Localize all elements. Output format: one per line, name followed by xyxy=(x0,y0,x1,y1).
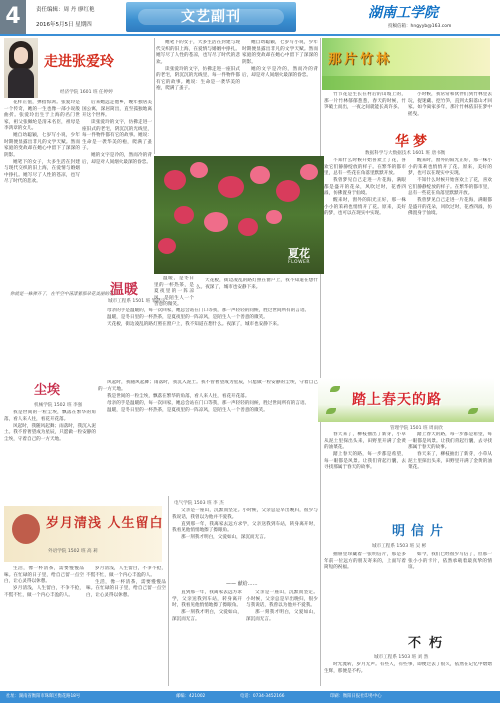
article-body-years-a: 生活，像一杯清茶，需要慢慢品味。在忙碌的日子里，给自己留一点空白，让心灵得以休憩。 岁月清浅，人生留白，不争不抢，不慌不忙，做一个内心丰盈的人。 xyxy=(4,566,84,598)
date-line: 2016年5月5日 星期四 xyxy=(36,22,92,28)
column-divider xyxy=(320,38,321,686)
article-body-spring-b: 踏上春天的路，每一步都是希望，每一眼都是风景。让我们背起行囊，去寻找那属于春天的故事。 春天来了，柳枝抽出了新芽，小草从泥土里探出头来，田野里开满了金黄的油菜花。 xyxy=(408,432,492,471)
byline-postcard: 城市工程系 1503 班 吴 彬 xyxy=(372,544,427,549)
article-body-wennuan-b: 天花板，街边凌乱的路灯照在窗户上，我不知道在想什么。夜深了，城市也安静下来。 xyxy=(196,278,318,290)
footer-postcode: 邮编：421002 xyxy=(176,694,206,699)
byline-zhangailing: 经济学院 1601 班 任婷婷 xyxy=(60,90,113,95)
article-body-wennuan-a: 温暖，是冬日里的一杯热茶，是夏夜里的一阵凉风，是陌生人一个善意的微笑。 xyxy=(154,276,194,307)
article-body-wennuan-c: 母亲的手是温暖的，每一次回家，她总会站在门口等我，那一声轻轻的问候，胜过世间所有的言语。 温暖，是冬日里的一杯热茶，是夏夜里的一阵凉风，是陌生人一个善意的微笑。 天花板，街边凌乱的路灯照在窗户上，我不知道在想什么。夜深了，城市也安静下来。 xyxy=(107,308,310,328)
byline-years: 外语学院 1502 班 高 莉 xyxy=(48,549,98,554)
footer-address: 社址：湖南省衡阳市珠晖区衡花路18号 xyxy=(6,694,81,699)
article-title-huamen: 华梦 xyxy=(395,134,431,150)
article-body-bamboo-b: 小时候，我常常和伙伴们到竹林里去玩，捉迷藏、挖竹笋，直到太阳落山才回家。如今离家多年，那片竹林依旧在梦中摇曳。 xyxy=(408,92,492,117)
article-body-huamen-b: 醒来时，窗外的阳光正好，那一株小小的茉莉也悄悄开了花。原来，美好的梦，也可以在现实中实现。 不知什么时候开始喜欢上了花，喜欢它们静静绽放的样子。在繁华的都市里，总有一些花在角落里默默开放。 我曾梦见自己走进一片花海，满眼都是盛开的花朵，风吹过时，花香四溢，仿佛置身于仙境。 xyxy=(408,158,492,217)
flower-caption-cn: 夏花 xyxy=(288,247,310,260)
column-divider xyxy=(168,496,169,686)
article-title-spring: 踏上春天的路 xyxy=(352,392,442,408)
article-body-bamboo-a: 竹节花是生长在村后的山坡上的，那一片竹林郁郁葱葱，春天的时候，竹笋破土而出，一夜之间就能长高许多。 xyxy=(324,92,406,110)
footer-phone: 电话：0734-3452166 xyxy=(240,694,285,699)
article-body-huamen-a: 不知什么时候开始喜欢上了花，喜欢它们静静绽放的样子。在繁华的都市里，总有一些花在角落里默默开放。 我曾梦见自己走进一片花海，满眼都是盛开的花朵，风吹过时，花香四溢，仿佛置身于仙境。 醒来时，窗外的阳光正好，那一株小小的茉莉也悄悄开了花。原来，美好的梦，也可以在现实中实现。 xyxy=(324,158,406,217)
poem-dedication: —— 献给…… xyxy=(226,581,258,587)
footer-bar xyxy=(0,691,500,703)
chapter-caption: 你就是一株弹开了，在半空中荡漾着那朵花美丽的花。 xyxy=(10,292,118,297)
article-body-spring-a: 春天来了，柳枝抽出了新芽，小草从泥土里探出头来，田野里开满了金黄的油菜花。 踏上春天的路，每一步都是希望，每一眼都是风景。让我们背起行囊，去寻找那属于春天的故事。 xyxy=(324,432,406,471)
page-number: 4 xyxy=(0,0,26,34)
article-title-bamboo: 那片竹林 xyxy=(328,52,393,67)
article-title-wennuan: 温暖 xyxy=(110,282,138,298)
article-body-chenai-a: 我是世间的一粒尘埃，飘落在繁华的角落，看人来人往，看花开花落。 风起时，我随风起舞；雨落时，我沉入泥土。我不曾奢望成为星辰，只愿做一粒安静的尘埃，守着自己的一方天地。 xyxy=(4,410,96,442)
article-body-postcard-a: 抽屉里珍藏着一张明信片，那是多年前一位远方的朋友寄来的，上面写着简短的祝福。 xyxy=(324,552,406,570)
byline-wennuan: 城市工程系 1501 班 邹皓宇 xyxy=(108,299,166,304)
flower-caption xyxy=(154,248,324,265)
flower-photo xyxy=(154,156,324,274)
section-banner xyxy=(126,2,296,32)
article-body-buxiu: 时光流转，岁月无声。有些人，有些事，即便过去了很久，依然在记忆中熠熠生辉，那便是不朽。 xyxy=(324,662,492,674)
article-body-zhangailing-d: 她自幼聪颖，七岁写小说，少年时期便显露出非凡的文学天赋。然而家庭的变故却在她心中留下了深深的阴影。 她的文字是冷的，然而冷的背后，却是对人间烟火最深的眷恋。 xyxy=(242,40,318,79)
article-title-buxiu: 不朽 xyxy=(408,636,451,651)
article-title-zhangailing: 走进张爱玲 xyxy=(44,54,114,70)
byline-buxiu: 城市工程系 1503 班 刘 然 xyxy=(374,655,429,660)
article-body-zhangailing-a: 花样正值，弹指惊鸿。张爱玲是一个传奇，她的一生也像一部小说般曲折。张爱玲出生于上海的名门世家，祖父张佩纶是清末名臣，祖母是李鸿章的女儿。 她自幼聪颖，七岁写小说，少年时期便显露出非凡的文学天赋。然而家庭的变故却在她心中留下了深深的阴影。 她笔下的女子，大多生活在封建与现代交织的旧上海，在爱情与婚姻中挣扎。她写尽了人性的苍凉，也写尽了时代的悲欢。 xyxy=(4,100,80,185)
newspaper-name: 湖南工学院 xyxy=(368,5,438,21)
byline-huamen: 数据科学与大数据技术 1601 班 唐书衡 xyxy=(365,151,446,156)
portrait-photo xyxy=(4,38,38,98)
article-body-father-b: 直到那一年，我离家去远方求学，父亲送我到车站，转身离开时，我看见他悄悄地擦了擦眼角。 那一刻我才明白，父爱如山，深沉而无言。 xyxy=(172,590,242,622)
article-body-years-b: 岁月清浅，人生留白，不争不抢，不慌不忙，做一个内心丰盈的人。 生活，像一杯清茶，需要慢慢品味。在忙碌的日子里，给自己留一点空白，让心灵得以休憩。 xyxy=(86,566,166,598)
submission-email: 投稿信箱：hngyyb@163.com xyxy=(388,24,452,29)
article-body-father-a: 父亲是一座山，沉默而坚定。小时候，父亲总是早出晚归，很少与我说话，我曾以为他并不爱我。 直到那一年，我离家去远方求学，父亲送我到车站，转身离开时，我看见他悄悄地擦了擦眼角。 那一刻我才明白，父爱如山，深沉而无言。 xyxy=(172,508,318,541)
article-body-zhangailing-c: 她笔下的女子，大多生活在封建与现代交织的旧上海，在爱情与婚姻中挣扎。她写尽了人性的苍凉，也写尽了时代的悲欢。 读张爱玲的文字，仿佛走进一座旧式的老宅，阴沉沉的光线里，每一件物件都有它的故事。她说：生命是一袭华美的袍，爬满了蚤子。 xyxy=(156,40,240,92)
article-title-postcard: 明信片 xyxy=(392,524,450,539)
masthead-rule xyxy=(0,34,500,36)
byline-father: 电气学院 1503 班 李 杰 xyxy=(174,501,224,506)
byline-chenai: 机械学院 1502 班 李强 xyxy=(34,403,83,408)
editor-line: 责任编辑：周 丹 廖红艳 xyxy=(36,7,95,13)
footer-printer: 印刷：衡阳日报社印务中心 xyxy=(330,694,382,699)
byline-spring: 管理学院 1501 班 周雨欣 xyxy=(390,426,443,431)
article-body-chenai-b: 风起时，我随风起舞；雨落时，我沉入泥土。我不曾奢望成为星辰，只愿做一粒安静的尘埃，守着自己的一方天地。 我是世间的一粒尘埃，飘落在繁华的角落，看人来人往，看花开花落。 母亲的手是温暖的，每一次回家，她总会站在门口等我，那一声轻轻的问候，胜过世间所有的言语。 温暖，是冬日里的一杯热茶，是夏夜里的一阵凉风，是陌生人一个善意的微笑。 xyxy=(98,380,318,414)
column-divider xyxy=(154,38,155,154)
article-title-years: 岁月清浅 人生留白 xyxy=(46,516,164,531)
article-body-zhangailing-b: 后来她远走他乡，晚年独居美国公寓，深居简出，直至孤独地离开这个世界。 读张爱玲的文字，仿佛走进一座旧式的老宅，阴沉沉的光线里，每一件物件都有它的故事。她说：生命是一袭华美的袍，爬满了蚤子。 她的文字是冷的，然而冷的背后，却是对人间烟火最深的眷恋。 xyxy=(82,100,152,165)
article-body-father-c: 父亲是一座山，沉默而坚定。小时候，父亲总是早出晚归，很少与我说话，我曾以为他并不爱我。 那一刻我才明白，父爱如山，深沉而无言。 xyxy=(246,590,318,622)
article-title-chenai: 尘埃 xyxy=(34,383,61,398)
article-body-postcard-b: 如今，我们已经很少写信了，但那一张小小的卡片，依然承载着最真挚的情谊。 xyxy=(408,552,492,570)
section-title: 文艺副刊 xyxy=(181,9,241,25)
flower-caption-en: FLOWER xyxy=(288,260,310,265)
